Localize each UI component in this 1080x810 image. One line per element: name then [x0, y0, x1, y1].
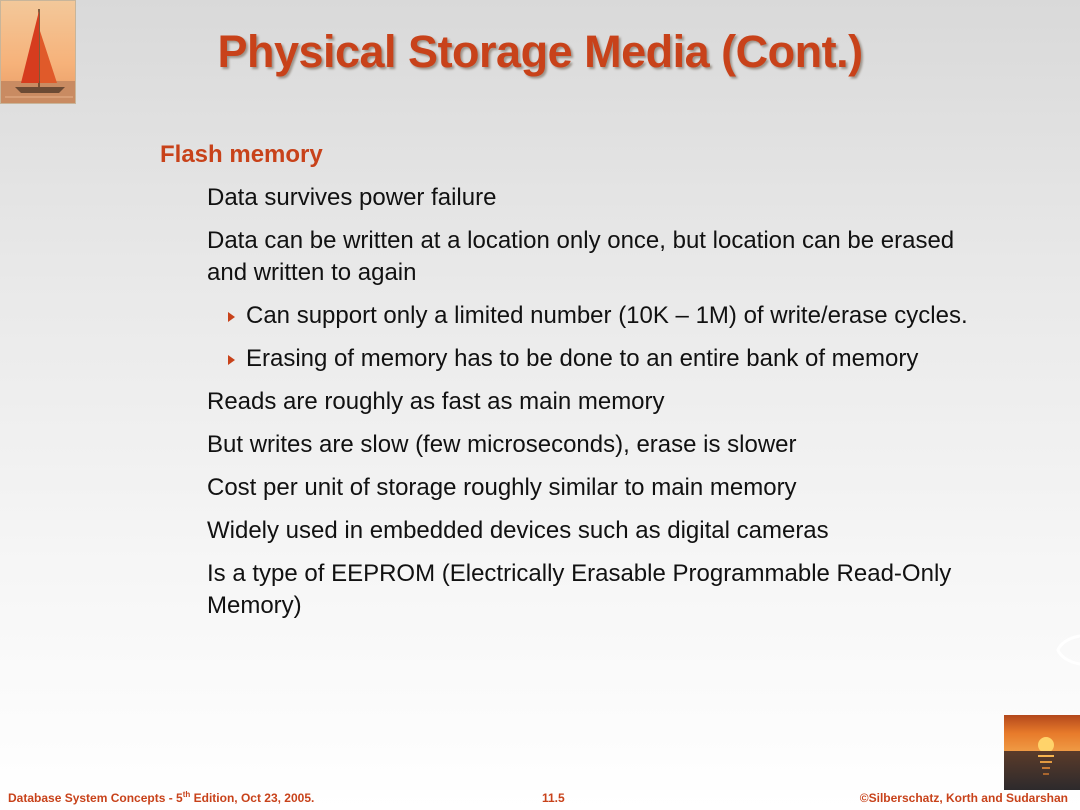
section-heading: Flash memory [160, 141, 323, 168]
slide-footer [0, 788, 1080, 810]
sub-bullet-text: Can support only a limited number (10K – 1M) of write/erase cycles. [246, 302, 968, 329]
sub-bullet-item [246, 343, 986, 375]
sub-bullet-item [246, 300, 986, 332]
bullet-item: But writes are slow (few microseconds), erase is slower [207, 431, 797, 458]
footer-page-number: 11.5 [542, 791, 565, 805]
footer-book-info: Database System Concepts - 5th Edition, Oct 23, 2005. [8, 790, 315, 805]
slide-title: Physical Storage Media (Cont.) [217, 26, 863, 77]
slide-content [160, 141, 1020, 633]
bullet-item: Reads are roughly as fast as main memory [207, 388, 665, 415]
bullet-item: Data can be written at a location only once, but location can be erased and written to again [207, 227, 955, 286]
triangle-bullet-icon [228, 355, 235, 365]
decorative-curve [1050, 630, 1080, 670]
footer-copyright: ©Silberschatz, Korth and Sudarshan [859, 791, 1068, 805]
bullet-item: Data survives power failure [207, 184, 497, 211]
bullet-item: Cost per unit of storage roughly similar to main memory [207, 474, 797, 501]
bullet-item: Is a type of EEPROM (Electrically Erasable Programmable Read-Only Memory) [207, 560, 952, 619]
triangle-bullet-icon [228, 312, 235, 322]
sunset-icon [1004, 715, 1080, 790]
bullet-item: Widely used in embedded devices such as digital cameras [207, 517, 829, 544]
sub-bullet-text: Erasing of memory has to be done to an entire bank of memory [246, 345, 919, 372]
